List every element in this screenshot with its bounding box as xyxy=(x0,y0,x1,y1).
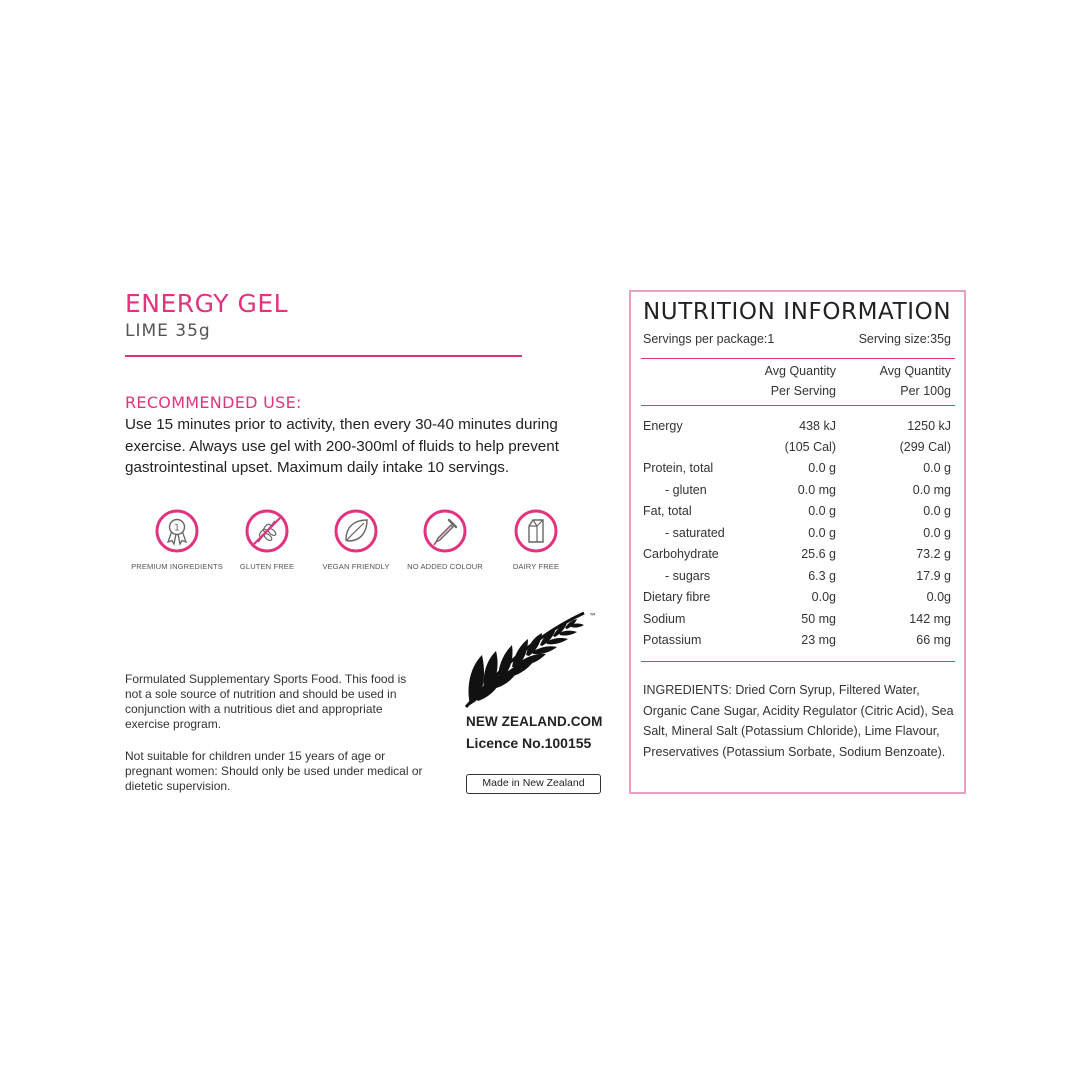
nutrient-per-serving: 438 kJ xyxy=(799,419,836,433)
leaf-icon xyxy=(333,508,379,554)
nutrient-per-serving: 50 mg xyxy=(801,612,836,626)
wheat-icon xyxy=(244,508,290,554)
nutrient-per-serving: 0.0 g xyxy=(808,461,836,475)
nutrition-title: NUTRITION INFORMATION xyxy=(643,299,952,325)
nutrient-per-100g: 0.0 g xyxy=(923,526,951,540)
nutrient-per-100g: 0.0 mg xyxy=(912,483,951,497)
nutrient-label: Carbohydrate xyxy=(643,547,719,561)
nz-fern-logo xyxy=(462,607,607,712)
col2-header-line2: Per 100g xyxy=(900,384,951,398)
nutrient-per-100g: 66 mg xyxy=(916,633,951,647)
serving-size: Serving size:35g xyxy=(858,332,951,346)
nutrient-per-100g: 0.0 g xyxy=(923,461,951,475)
nutrient-per-serving: (105 Cal) xyxy=(784,440,836,454)
badge-vegan-friendly xyxy=(316,508,396,571)
recommended-use-heading: RECOMMENDED USE: xyxy=(125,393,302,412)
svg-text:1: 1 xyxy=(174,523,180,534)
nutrient-label: Dietary fibre xyxy=(643,590,711,604)
suitability-warning: Not suitable for children under 15 years of age or pregnant women: Should only be used under medical or dietetic supervision. xyxy=(125,749,423,793)
dropper-icon xyxy=(422,508,468,554)
nutrient-sublabel: - saturated xyxy=(665,526,725,540)
nutrient-per-100g: 0.0g xyxy=(926,590,951,604)
ribbon-medal-icon xyxy=(154,508,200,554)
nutrient-per-100g: 73.2 g xyxy=(916,547,951,561)
nutrient-per-100g: 0.0 g xyxy=(923,504,951,518)
panel-divider xyxy=(641,661,955,662)
badge-gluten-free xyxy=(234,508,300,571)
feature-badges xyxy=(125,508,570,578)
badge-label: GLUTEN FREE xyxy=(239,562,295,571)
nz-licence-number: Licence No.100155 xyxy=(466,735,592,751)
nutrient-per-100g: 17.9 g xyxy=(916,569,951,583)
recommended-use-text: Use 15 minutes prior to activity, then every 30-40 minutes during exercise. Always use gel with 200-300ml of fluids to help prevent gastrointestinal upset. Maximum daily intake 10 servings. xyxy=(125,416,559,476)
badge-no-added-colour xyxy=(400,508,490,571)
badge-premium-ingredients xyxy=(125,508,229,571)
panel-divider xyxy=(641,405,955,406)
product-variant: LIME 35g xyxy=(125,321,211,341)
badge-label: PREMIUM INGREDIENTS xyxy=(131,562,223,571)
ingredients-list: INGREDIENTS: Dried Corn Syrup, Filtered Water, Organic Cane Sugar, Acidity Regulator (Citric Acid), Sea Salt, Mineral Salt (Potassium Chloride), Lime Flavour, Preservatives (Potassium Sorbate, Sodium Benzoate). xyxy=(643,683,954,759)
nutrient-label: Protein, total xyxy=(643,461,714,475)
nutrient-per-serving: 0.0g xyxy=(811,590,836,604)
nutrition-panel xyxy=(629,290,966,794)
nutrient-per-serving: 6.3 g xyxy=(808,569,836,583)
nutrient-per-serving: 23 mg xyxy=(801,633,836,647)
fern-icon xyxy=(462,607,607,712)
panel-divider xyxy=(641,358,955,359)
col1-header-line2: Per Serving xyxy=(770,384,836,398)
col2-header-line1: Avg Quantity xyxy=(879,364,951,378)
nutrient-per-100g: (299 Cal) xyxy=(899,440,951,454)
nutrient-label: Sodium xyxy=(643,612,686,626)
nutrient-per-serving: 25.6 g xyxy=(801,547,836,561)
nutrient-per-serving: 0.0 g xyxy=(808,526,836,540)
badge-label: DAIRY FREE xyxy=(512,562,560,571)
badge-label: NO ADDED COLOUR xyxy=(407,562,483,571)
nutrient-label: Potassium xyxy=(643,633,702,647)
title-divider xyxy=(125,355,522,357)
nutrient-per-100g: 142 mg xyxy=(909,612,951,626)
nz-brand-name: NEW ZEALAND.COM xyxy=(466,714,603,729)
badge-dairy-free xyxy=(503,508,569,571)
nutrient-label: Fat, total xyxy=(643,504,692,518)
trademark-symbol: ™ xyxy=(589,612,597,621)
servings-per-package: Servings per package:1 xyxy=(643,332,775,346)
supplementary-food-notice: Formulated Supplementary Sports Food. This food is not a sole source of nutrition and should be used in conjunction with a nutritious diet and appropriate exercise program. xyxy=(125,672,407,731)
nutrient-per-100g: 1250 kJ xyxy=(907,419,951,433)
made-in-badge: Made in New Zealand xyxy=(466,774,601,794)
nutrient-label: Energy xyxy=(643,419,683,433)
col1-header-line1: Avg Quantity xyxy=(764,364,836,378)
badge-label: VEGAN FRIENDLY xyxy=(322,562,390,571)
nutrient-sublabel: - sugars xyxy=(665,569,711,583)
product-title: ENERGY GEL xyxy=(125,289,289,318)
nutrient-per-serving: 0.0 g xyxy=(808,504,836,518)
nutrient-sublabel: - gluten xyxy=(665,483,707,497)
milk-carton-icon xyxy=(513,508,559,554)
nutrient-per-serving: 0.0 mg xyxy=(797,483,836,497)
